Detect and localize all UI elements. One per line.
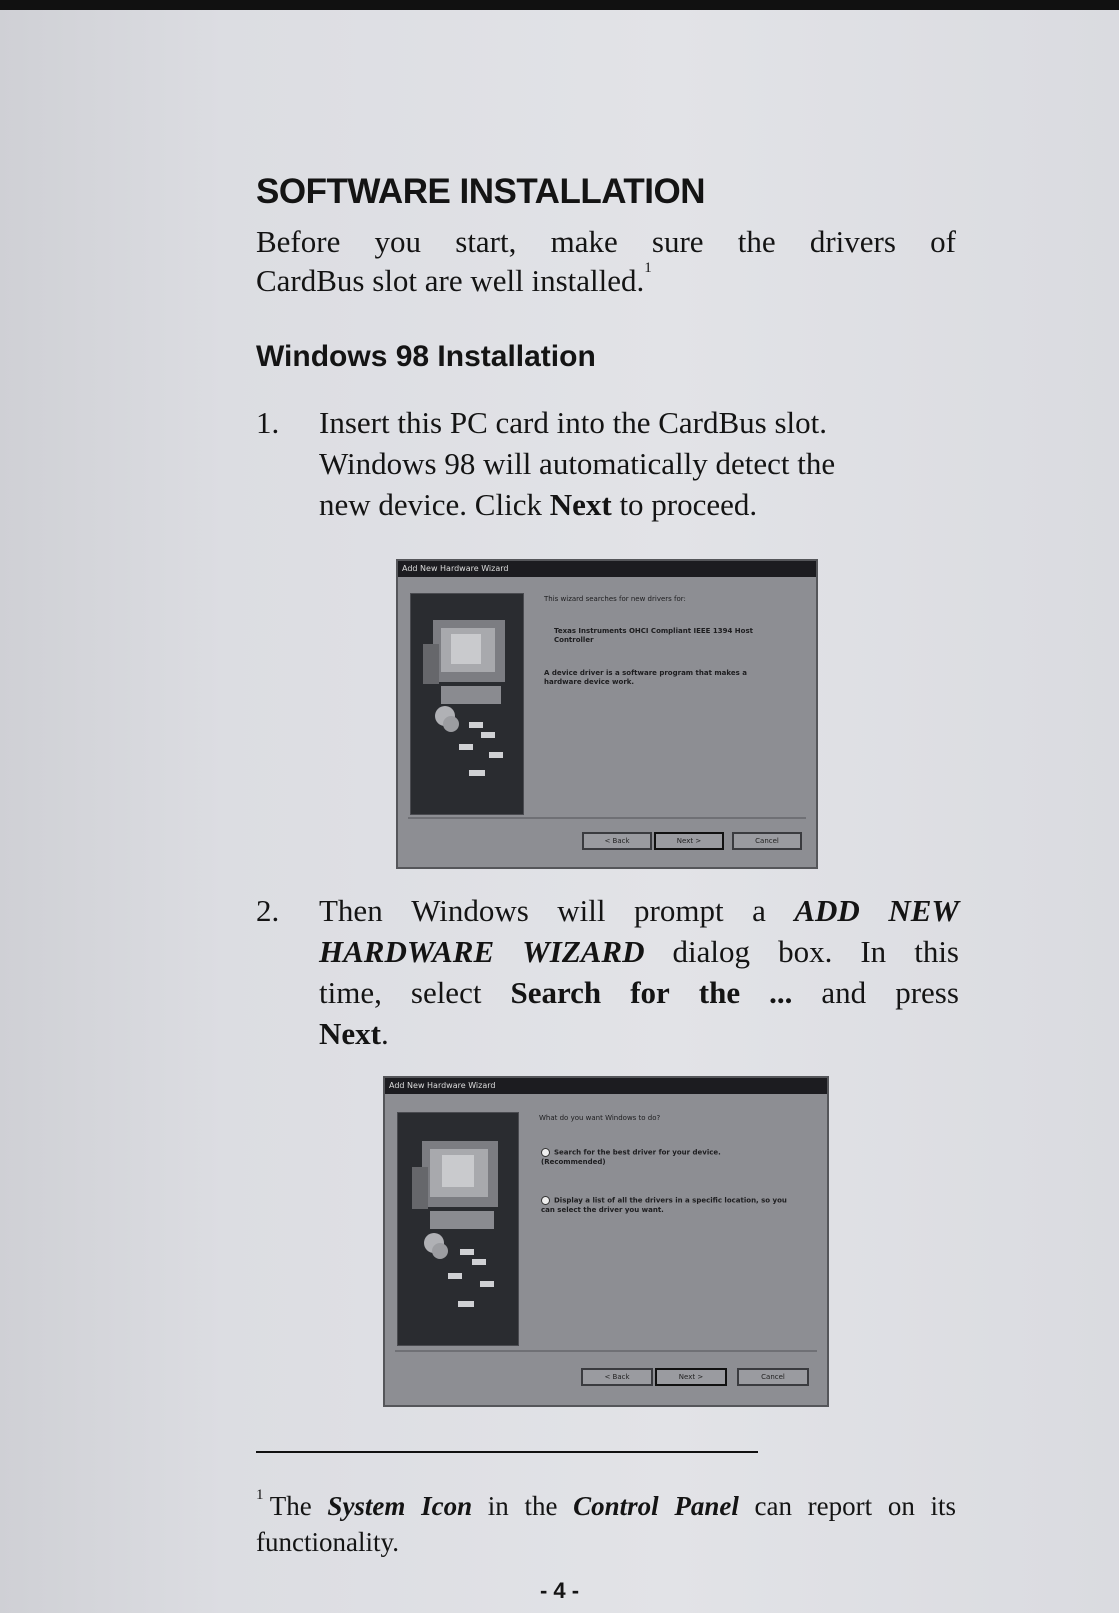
intro-word: start, [455, 224, 517, 259]
next-button[interactable]: Next > [654, 832, 724, 850]
cancel-button[interactable]: Cancel [737, 1368, 809, 1386]
wizard-separator [395, 1350, 817, 1352]
step-1-line: Windows 98 will automatically detect the [319, 446, 836, 481]
next-button[interactable]: Next > [655, 1368, 727, 1386]
wizard-title-bar: Add New Hardware Wizard [385, 1078, 827, 1094]
footnote-line-1: $^1$ The System Icon in the Control Panel can report on its [256, 1487, 956, 1521]
wizard-screenshot-1 [396, 559, 818, 869]
radio-selected-icon[interactable] [541, 1148, 550, 1157]
footnote-line-2: functionality. [256, 1527, 399, 1557]
step-1-line: Insert this PC card into the CardBus slot. [319, 405, 828, 440]
intro-line-1 [256, 222, 956, 261]
wizard-text-3: A device driver is a software program that makes a hardware device work. [544, 669, 747, 686]
wizard-device-name: Texas Instruments OHCI Compliant IEEE 1394 Host Controller [554, 627, 753, 644]
footnote [256, 1488, 956, 1560]
page-content [256, 170, 956, 522]
page-title: SOFTWARE INSTALLATION [256, 172, 705, 211]
step-1-text [319, 402, 959, 525]
computer-icon [398, 1113, 518, 1345]
intro-word: Before [256, 224, 341, 259]
step-2-text [319, 890, 959, 1054]
wizard-side-image [410, 593, 524, 815]
step-number: 1. [256, 405, 280, 440]
page-number: - 4 - [539, 1578, 580, 1603]
top-edge-bar [0, 0, 1119, 10]
step-2-line: Then Windows will prompt a ADD NEW [319, 893, 959, 928]
step-2-line: time, select Search for the ... and press [319, 975, 959, 1010]
step-number: 2. [256, 893, 280, 928]
intro-word: sure [651, 224, 704, 259]
intro-line-2: CardBus slot are well installed.$^1$ [256, 260, 652, 298]
back-button[interactable]: < Back [581, 1368, 653, 1386]
intro-word: the [737, 224, 776, 259]
next-label: Next [549, 487, 612, 522]
footnote-divider [256, 1451, 758, 1453]
wizard-separator [408, 817, 806, 819]
radio-option-list[interactable]: Display a list of all the drivers in a specific location, so you can select the driver you want. [541, 1196, 787, 1214]
back-button[interactable]: < Back [582, 832, 652, 850]
intro-word: you [374, 224, 422, 259]
footnote-reference: 1 [644, 260, 652, 276]
wizard-title-bar: Add New Hardware Wizard [398, 561, 816, 577]
computer-icon [411, 594, 523, 814]
step-1-line: new device. Click Next to proceed. [319, 487, 758, 522]
cancel-button[interactable]: Cancel [732, 832, 802, 850]
section-heading: Windows 98 Installation [256, 340, 596, 373]
radio-icon[interactable] [541, 1196, 550, 1205]
intro-paragraph [256, 222, 956, 300]
wizard-side-image [397, 1112, 519, 1346]
intro-word: drivers [809, 224, 896, 259]
wizard-screenshot-2 [383, 1076, 829, 1407]
step-2-line: Next. [319, 1016, 389, 1051]
wizard-text-1: This wizard searches for new drivers for: [544, 595, 686, 603]
radio-option-search[interactable]: Search for the best driver for your device. (Recommended) [541, 1148, 721, 1166]
intro-word: of [930, 224, 956, 259]
wizard-question: What do you want Windows to do? [539, 1114, 661, 1122]
footnote-mark: 1 [256, 1487, 264, 1503]
intro-word: make [550, 224, 618, 259]
step-2-line: HARDWARE WIZARD dialog box. In this [319, 934, 959, 969]
